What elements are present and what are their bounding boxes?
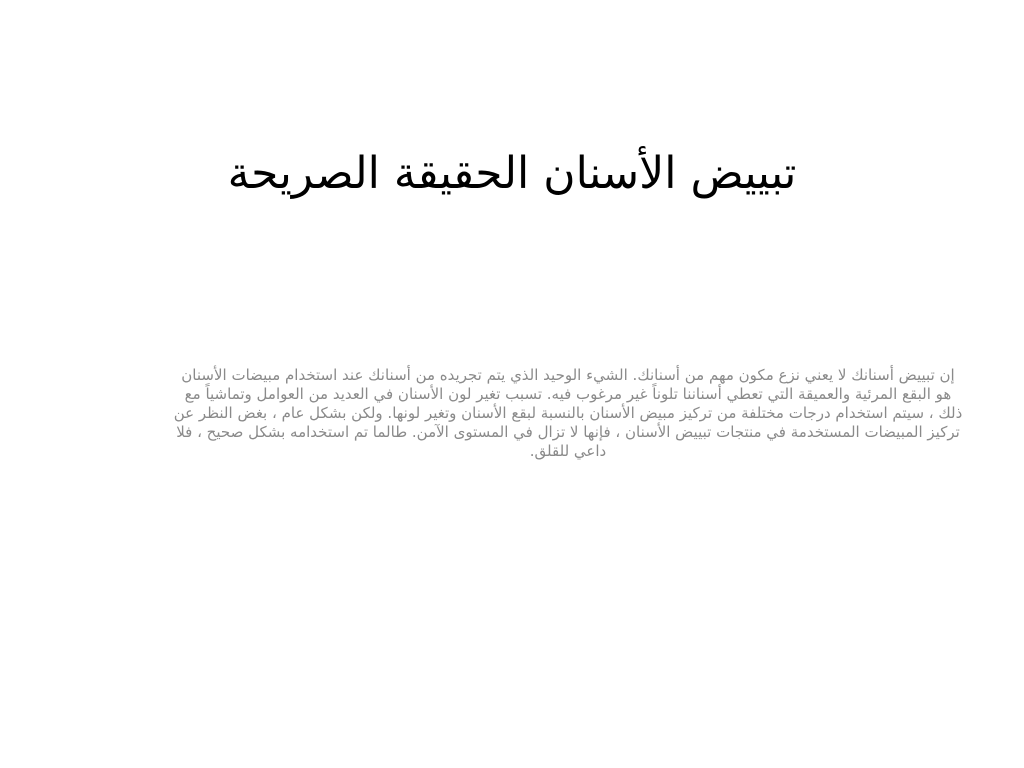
- slide-body-text: إن تبييض أسنانك لا يعني نزع مكون مهم من أسنانك. الشيء الوحيد الذي يتم تجريده من أسنانك عند استخدام مبيضات الأسنان هو البقع المرئية والعميقة التي تعطي أسناننا تلوناً غير مرغوب فيه. تسبب تغير لون الأسنان في العديد من العوامل وتماشياً مع ذلك ، سيتم استخدام درجات مختلفة من تركيز مبيض الأسنان بالنسبة لبقع الأسنان وتغير لونها. ولكن بشكل عام ، بغض النظر عن تركيز المبيضات المستخدمة في منتجات تبييض الأسنان ، فإنها لا تزال في المستوى الآمن. طالما تم استخدامه بشكل صحيح ، فلا داعي للقلق.: [173, 366, 963, 460]
- slide-title: تبييض الأسنان الحقيقة الصريحة: [227, 148, 797, 199]
